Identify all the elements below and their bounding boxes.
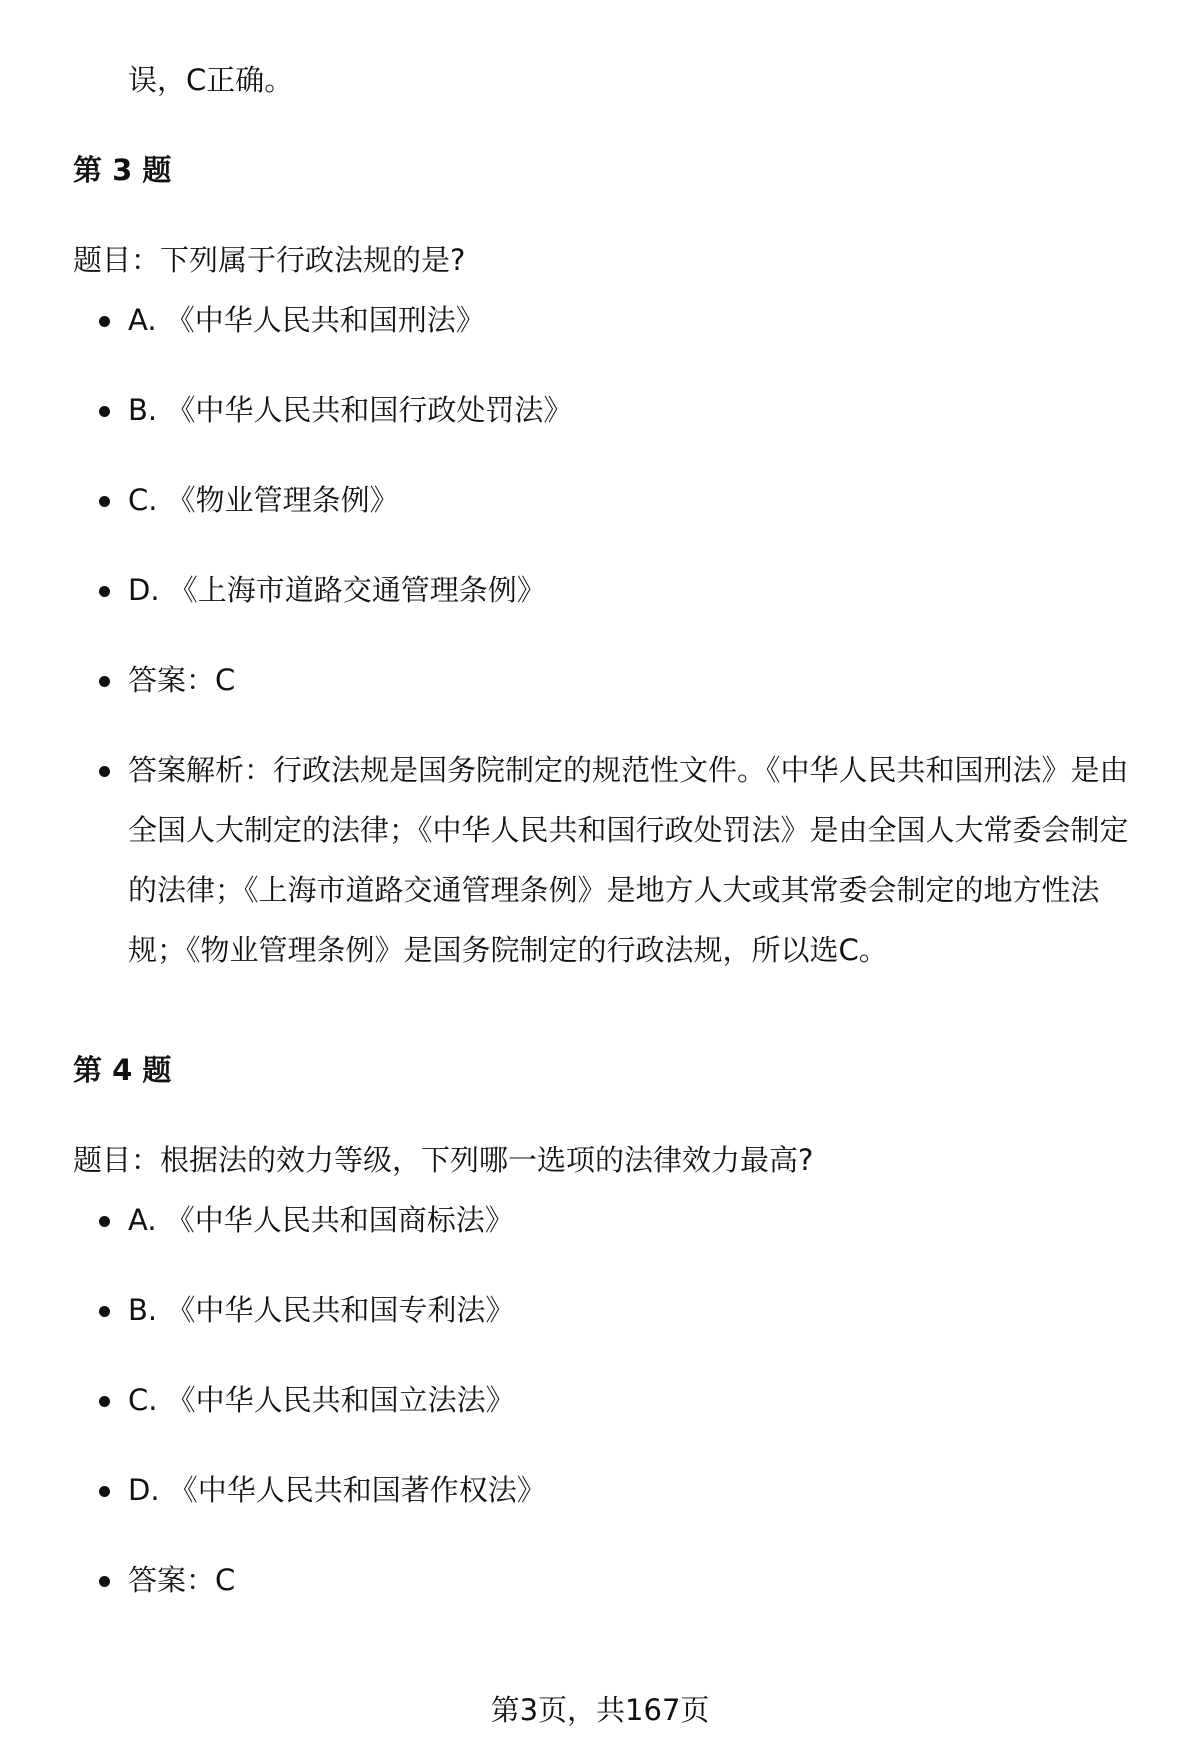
question-4-answer: 答案：C — [0, 1550, 1143, 1640]
question-4-text: 题目：根据法的效力等级，下列哪一选项的法律效力最高? — [73, 1143, 814, 1177]
question-3-explanation: 答案解析：行政法规是国务院制定的规范性文件。《中华人民共和国刑法》是由全国人大制定的法律；《中华人民共和国行政处罚法》是由全国人大常委会制定的法律；《上海市道路交通管理条例》是地方人大或其常委会制定的地方性法规；《物业管理条例》是国务院制定的行政法规，所以选C。 — [0, 740, 1143, 1010]
question-4-option-a: A. 《中华人民共和国商标法》 — [0, 1190, 1143, 1280]
question-4-heading: 第 4 题 — [73, 1053, 172, 1087]
question-4-option-b: B. 《中华人民共和国专利法》 — [0, 1280, 1143, 1370]
bullet-icon — [99, 406, 110, 417]
question-3-heading: 第 3 题 — [73, 153, 172, 187]
question-3-text: 题目：下列属于行政法规的是? — [73, 243, 466, 277]
question-3-option-d: D. 《上海市道路交通管理条例》 — [0, 560, 1143, 650]
bullet-icon — [99, 496, 110, 507]
bullet-icon — [99, 586, 110, 597]
question-3-option-b: B. 《中华人民共和国行政处罚法》 — [0, 380, 1143, 470]
question-3-option-a: A. 《中华人民共和国刑法》 — [0, 290, 1143, 380]
question-4-list — [0, 1190, 1200, 1640]
bullet-icon — [99, 1396, 110, 1407]
bullet-icon — [99, 1306, 110, 1317]
question-3-answer: 答案：C — [0, 650, 1143, 740]
bullet-icon — [99, 676, 110, 687]
question-3-option-c: C. 《物业管理条例》 — [0, 470, 1143, 560]
question-4-option-c: C. 《中华人民共和国立法法》 — [0, 1370, 1143, 1460]
continued-text: 误，C正确。 — [128, 63, 294, 97]
bullet-icon — [99, 1576, 110, 1587]
bullet-icon — [99, 1216, 110, 1227]
question-3-list — [0, 290, 1200, 1010]
page-footer: 第3页，共167页 — [490, 1693, 710, 1727]
bullet-icon — [99, 1486, 110, 1497]
question-4-option-d: D. 《中华人民共和国著作权法》 — [0, 1460, 1143, 1550]
bullet-icon — [99, 316, 110, 327]
bullet-icon — [99, 766, 110, 777]
